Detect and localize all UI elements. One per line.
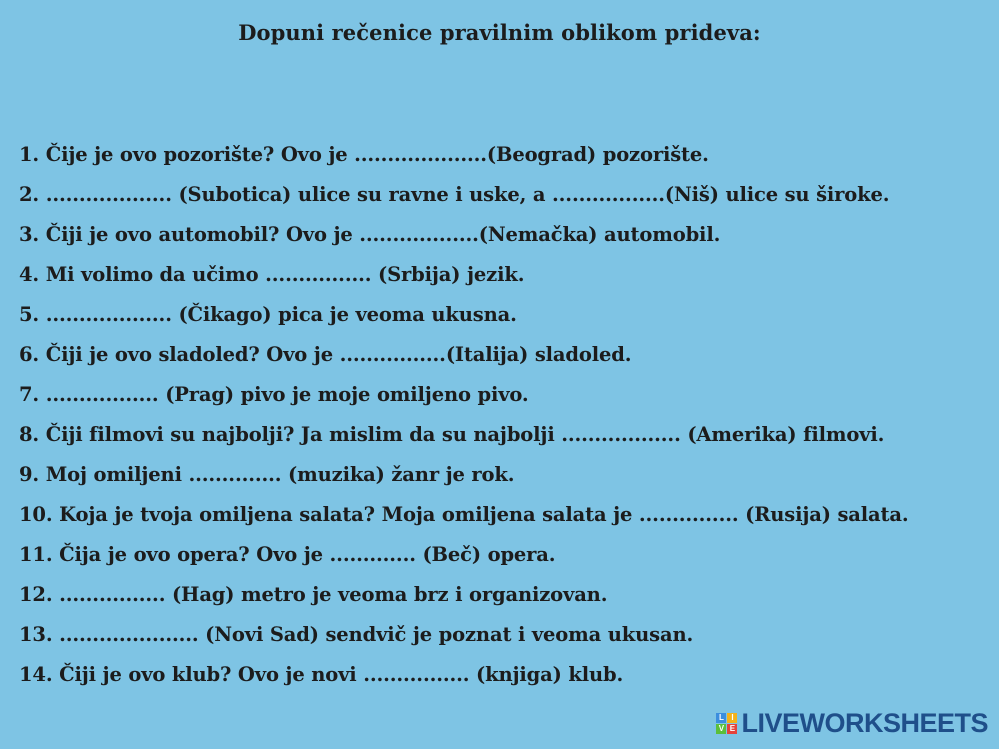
- liveworksheets-watermark: [716, 708, 988, 739]
- exercise-sentence-10: 10. Koja je tvoja omiljena salata? Moja omiljena salata je ............... (Rusija) salata.: [19, 503, 909, 526]
- exercise-sentence-9: 9. Moj omiljeni .............. (muzika) žanr je rok.: [19, 463, 515, 486]
- exercise-sentence-3: 3. Čiji je ovo automobil? Ovo je ..................(Nemačka) automobil.: [19, 223, 721, 246]
- exercise-sentence-8: 8. Čiji filmovi su najbolji? Ja mislim da su najbolji .................. (Amerika) filmovi.: [19, 423, 885, 446]
- exercise-list: [19, 138, 989, 698]
- watermark-text: LIVEWORKSHEETS: [741, 708, 988, 738]
- logo-letter-e: E: [727, 724, 737, 734]
- exercise-sentence-2: 2. ................... (Subotica) ulice su ravne i uske, a .................(Niš) ulice su široke.: [19, 183, 890, 206]
- exercise-sentence-7: 7. ................. (Prag) pivo je moje omiljeno pivo.: [19, 383, 529, 406]
- exercise-sentence-13: 13. ..................... (Novi Sad) sendvič je poznat i veoma ukusan.: [19, 623, 694, 646]
- exercise-sentence-12: 12. ................ (Hag) metro je veoma brz i organizovan.: [19, 583, 608, 606]
- logo-letter-i: I: [727, 713, 737, 723]
- logo-letter-l: L: [716, 713, 726, 723]
- logo-letter-v: V: [716, 724, 726, 734]
- exercise-sentence-6: 6. Čiji je ovo sladoled? Ovo je ................(Italija) sladoled.: [19, 343, 632, 366]
- exercise-sentence-14: 14. Čiji je ovo klub? Ovo je novi ................ (knjiga) klub.: [19, 663, 624, 686]
- exercise-sentence-1: 1. Čije je ovo pozorište? Ovo je ....................(Beograd) pozorište.: [19, 143, 709, 166]
- exercise-sentence-11: 11. Čija je ovo opera? Ovo je ............. (Beč) opera.: [19, 543, 556, 566]
- page-title: Dopuni rečenice pravilnim oblikom prideva:: [238, 20, 761, 45]
- liveworksheets-logo-icon: [716, 713, 737, 734]
- exercise-sentence-5: 5. ................... (Čikago) pica je veoma ukusna.: [19, 303, 517, 326]
- exercise-sentence-4: 4. Mi volimo da učimo ................ (Srbija) jezik.: [19, 263, 525, 286]
